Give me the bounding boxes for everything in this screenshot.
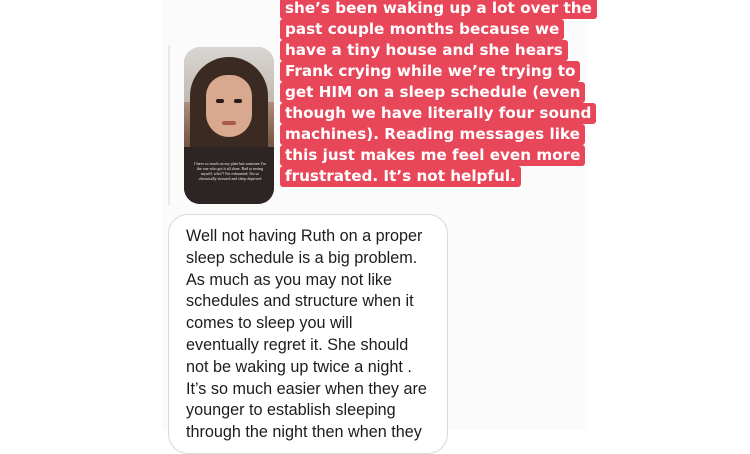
highlighted-message-line: have a tiny house and she hears (280, 40, 568, 61)
reply-message-line: It’s so much easier when they are (186, 379, 427, 398)
highlighted-message-line: get HIM on a sleep schedule (even (280, 82, 585, 103)
reply-message-text (186, 226, 446, 444)
highlighted-message-line: frustrated. It’s not helpful. (280, 166, 521, 187)
reply-message-line: eventually regret it. She should (186, 335, 409, 354)
story-person-face (206, 75, 252, 137)
story-caption: I have so much on my plate but someone I'm the one who got it all done. Bad at seeing myself, who?? I'm exhausted. I'm so chronically stressed and sleep deprived (194, 161, 266, 181)
highlighted-message-line: she’s been waking up a lot over the (280, 0, 597, 19)
reply-message-line: sleep schedule is a big problem. (186, 248, 418, 267)
highlighted-message-line: though we have literally four sound (280, 103, 596, 124)
highlighted-message-line: Frank crying while we’re trying to (280, 61, 580, 82)
story-reply-thumbnail[interactable] (184, 47, 274, 204)
highlighted-message-line: this just makes me feel even more (280, 145, 585, 166)
story-person-eye (216, 99, 224, 103)
highlighted-message-line: machines). Reading messages like (280, 124, 585, 145)
reply-message-line: Well not having Ruth on a proper (186, 227, 423, 245)
story-person-mouth (222, 121, 236, 125)
reply-message-line: younger to establish sleeping (186, 401, 396, 420)
highlighted-message (280, 0, 592, 187)
reply-message-line: schedules and structure when it (186, 292, 414, 311)
story-person-eye (234, 99, 242, 103)
reply-message-line: not be waking up twice a night . (186, 357, 412, 376)
reply-message-line: comes to sleep you will (186, 314, 353, 333)
highlighted-message-line: past couple months because we (280, 19, 564, 40)
reply-message-line: through the night then when they (186, 423, 422, 442)
reply-message-line: As much as you may not like (186, 270, 393, 289)
reply-thread-line (168, 45, 170, 205)
